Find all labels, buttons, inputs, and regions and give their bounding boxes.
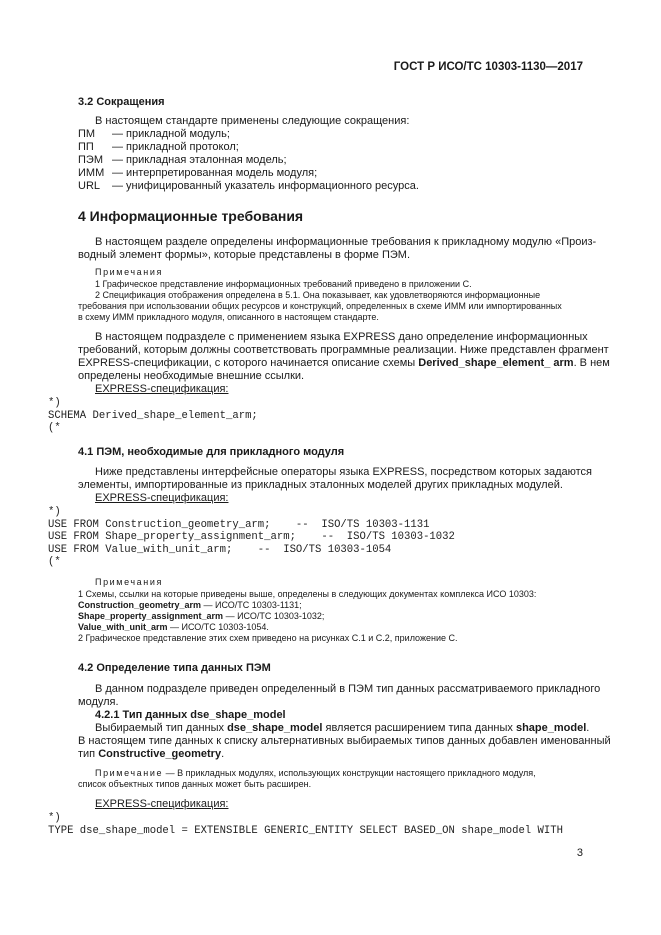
section-4-para1-line1: В настоящем разделе определены информационные требования к прикладному модулю «Произ- [95, 236, 597, 248]
section-4-para1-line2: водный элемент формы», которые представлены в форме ПЭМ. [78, 249, 410, 261]
type-name: Constructive_geometry [98, 748, 222, 760]
section-4-2-1-line2: В настоящем типе данных к списку альтернативных выбираемых типов данных добавлен именованный [78, 735, 611, 747]
schema-reference [78, 611, 324, 622]
document-header: ГОСТ Р ИСО/ТС 10303-1130—2017 [393, 61, 583, 73]
note-text: — В прикладных модулях, использующих конструкции настоящего прикладного модуля, [163, 768, 536, 778]
section-4-1-para-line2: элементы, импортированные из прикладных эталонных моделей других прикладных модулей. [78, 479, 563, 491]
abbreviations-intro: В настоящем стандарте применены следующие сокращения: [95, 115, 410, 127]
note-line1 [95, 768, 536, 779]
schema-name: Shape_property_assignment_arm [78, 611, 224, 621]
note-label: Примечание [95, 768, 164, 778]
note-2: 2 Графическое представление этих схем приведено на рисунках С.1 и С.2, приложение С. [78, 633, 458, 643]
note-1: 1 Графическое представление информационных требований приведено в приложении С. [95, 279, 472, 289]
section-4-2-1-line1 [95, 722, 589, 735]
express-spec-label: EXPRESS-спецификация: [95, 383, 229, 395]
text-run: тип [78, 748, 99, 760]
abbreviation-term: URL [78, 180, 101, 192]
abbreviation-definition: — интерпретированная модель модуля; [112, 167, 318, 179]
section-3-2-title: 3.2 Сокращения [78, 96, 165, 108]
schema-reference [78, 600, 302, 611]
text-run: . В нем [573, 357, 610, 369]
section-4-title: 4 Информационные требования [78, 208, 304, 224]
abbreviation-item [78, 141, 419, 154]
abbreviation-definition: — прикладной протокол; [112, 141, 239, 153]
section-4-1-title: 4.1 ПЭМ, необходимые для прикладного модуля [78, 446, 345, 458]
abbreviation-term: ПМ [78, 128, 96, 140]
express-spec-label: EXPRESS-спецификация: [95, 492, 229, 504]
section-4-para2-line3 [78, 357, 610, 370]
text-run: . [221, 748, 225, 760]
note-2-line3: в схему ИММ прикладного модуля, описанного в настоящем стандарте. [78, 312, 379, 322]
abbreviation-item [78, 180, 419, 193]
abbreviation-item [78, 154, 419, 167]
section-4-para2-line2: требований, которым должны соответствовать программные реализации. Ниже представлен фрагмент [78, 344, 609, 356]
schema-document: — ИСО/ТС 10303-1131; [201, 600, 302, 610]
section-4-1-para-line1: Ниже представлены интерфейсные операторы языка EXPRESS, посредством которых задаются [95, 466, 593, 478]
express-code-type: *) TYPE dse_shape_model = EXTENSIBLE GENERIC_ENTITY SELECT BASED_ON shape_model WITH [48, 812, 563, 837]
section-4-2-title: 4.2 Определение типа данных ПЭМ [78, 662, 271, 674]
page-number: 3 [576, 847, 583, 859]
abbreviation-term: ПЭМ [78, 154, 103, 166]
abbreviation-term: ПП [78, 141, 94, 153]
type-name: dse_shape_model [227, 722, 323, 734]
text-run: является расширением типа данных [322, 722, 516, 734]
note-2-line1: 2 Спецификация отображения определена в 5.1. Она показывает, как удовлетворяются информационные [95, 290, 541, 300]
text-run: Выбираемый тип данных [95, 722, 228, 734]
section-4-para2-line1: В настоящем подразделе с применением языка EXPRESS дано определение информационных [95, 331, 588, 343]
express-code-schema: *) SCHEMA Derived_shape_element_arm; (* [48, 397, 258, 435]
note-2-line2: требования при использовании общих ресурсов и конструкций, определенных в схеме ИММ или импортированных [78, 301, 562, 311]
note-line2: список объектных типов данных может быть расширен. [78, 779, 312, 789]
section-4-2-para-line2: модуля. [78, 696, 119, 708]
schema-name: Derived_shape_element_ arm [418, 357, 574, 369]
abbreviation-term: ИММ [78, 167, 105, 179]
notes-label: Примечания [95, 577, 163, 587]
section-4-para2-line4: определены необходимые внешние ссылки. [78, 370, 305, 382]
abbreviation-definition: — унифицированный указатель информационного ресурса. [112, 180, 419, 192]
text-run: . [586, 722, 590, 734]
abbreviation-item [78, 167, 419, 180]
section-4-2-para-line1: В данном подразделе приведен определенный в ПЭМ тип данных рассматриваемого прикладного [95, 683, 601, 695]
express-spec-label: EXPRESS-спецификация: [95, 798, 229, 810]
abbreviations-list [78, 128, 419, 193]
schema-document: — ИСО/ТС 10303-1032; [223, 611, 325, 621]
section-4-2-1-line3 [78, 748, 224, 761]
express-code-use-from: *) USE FROM Construction_geometry_arm; -- ISO/TS 10303-1131 USE FROM Shape_property_assignment_arm; -- ISO/TS 10303-1032 USE FROM Value_with_unit_arm; -- ISO/TS 10303-1054 (* [48, 506, 455, 569]
abbreviation-item [78, 128, 419, 141]
schema-reference [78, 622, 269, 633]
schema-name: Construction_geometry_arm [78, 600, 202, 610]
section-4-2-1-title: 4.2.1 Тип данных dse_shape_model [95, 709, 286, 721]
abbreviation-definition: — прикладной модуль; [112, 128, 230, 140]
note-1: 1 Схемы, ссылки на которые приведены выше, определены в следующих документах комплекса ИСО 10303: [78, 589, 537, 599]
abbreviation-definition: — прикладная эталонная модель; [112, 154, 287, 166]
schema-document: — ИСО/ТС 10303-1054. [167, 622, 269, 632]
notes-label: Примечания [95, 267, 163, 277]
schema-name: Value_with_unit_arm [78, 622, 168, 632]
text-run: EXPRESS-спецификации, с которого начинается описание схемы [78, 357, 419, 369]
type-name: shape_model [515, 722, 587, 734]
